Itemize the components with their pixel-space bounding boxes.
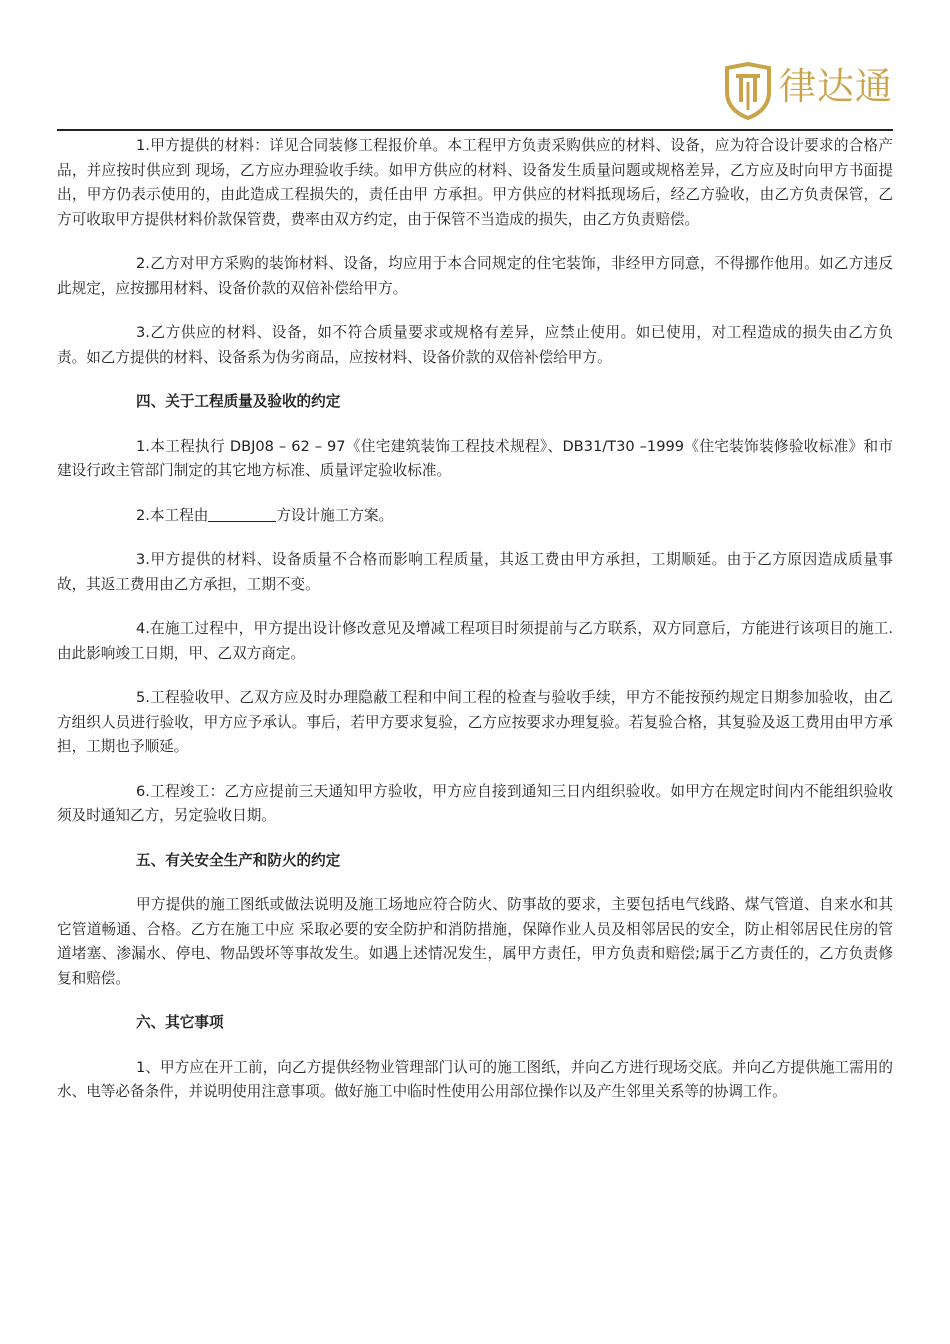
section-heading: 六、其它事项 (136, 1014, 224, 1031)
section-heading: 四、关于工程质量及验收的约定 (136, 393, 341, 410)
paragraph: 3.甲方提供的材料、设备质量不合格而影响工程质量，其返工费由甲方承担，工期顺延。由于乙方原因造成质量事故，其返工费用由乙方承担，工期不变。 (57, 551, 893, 593)
logo-text: 律达通 (779, 65, 893, 108)
paragraph: 甲方提供的施工图纸或做法说明及施工场地应符合防火、防事故的要求，主要包括电气线路、煤气管道、自来水和其它管道畅通、合格。乙方在施工中应 采取必要的安全防护和消防措施，保障作业人员及相邻居民的安全，防止相邻居民住房的管道堵塞、渗漏水、停电、物品毁坏等事故发生。如遇上述情况发生，属甲方责任，甲方负责和赔偿;属于乙方责任的，乙方负责修复和赔偿。 (57, 896, 893, 987)
fill-in-blank[interactable] (208, 507, 276, 522)
shield-logo-icon (723, 62, 773, 120)
header-divider (57, 129, 893, 131)
paragraph: 1.甲方提供的材料：详见合同装修工程报价单。本工程甲方负责采购供应的材料、设备，应为符合设计要求的合格产品，并应按时供应到 现场，乙方应办理验收手续。如甲方供应的材料、设备发生质量问题或规格差异，乙方应及时向甲方书面提出，甲方仍表示使用的，由此造成工程损失的，责任由甲 方承担。甲方供应的材料抵现场后，经乙方验收，由乙方负责保管，乙方可收取甲方提供材料价款保管费，费率由双方约定，由于保管不当造成的损失，由乙方负责赔偿。 (57, 137, 893, 228)
paragraph: 4.在施工过程中，甲方提出设计修改意见及增减工程项目时须提前与乙方联系，双方同意后，方能进行该项目的施工.由此影响竣工日期，甲、乙双方商定。 (57, 620, 893, 662)
paragraph: 2.乙方对甲方采购的装饰材料、设备，均应用于本合同规定的住宅装饰，非经甲方同意，不得挪作他用。如乙方违反此规定，应按挪用材料、设备价款的双倍补偿给甲方。 (57, 255, 893, 297)
page-header (57, 0, 893, 131)
paragraph-text: 2.本工程由 (136, 506, 209, 524)
paragraph-with-blank (57, 504, 893, 529)
section-heading: 五、有关安全生产和防火的约定 (136, 851, 341, 869)
paragraph: 5.工程验收甲、乙双方应及时办理隐蔽工程和中间工程的检查与验收手续，甲方不能按预约规定日期参加验收，由乙方组织人员进行验收，甲方应予承认。事后，若甲方要求复验，乙方应按要求办理复验。若复验合格，其复验及返工费用由甲方承担，工期也予顺延。 (57, 689, 893, 755)
logo (723, 62, 893, 132)
paragraph: 1.本工程执行 DBJ08 – 62 – 97《住宅建筑装饰工程技术规程》、DB31/T30 –1999《住宅装饰装修验收标准》和市建设行政主管部门制定的其它地方标准、质量评定验收标准。 (57, 437, 893, 479)
paragraph: 1、甲方应在开工前，向乙方提供经物业管理部门认可的施工图纸，并向乙方进行现场交底。并向乙方提供施工需用的水、电等必备条件，并说明使用注意事项。做好施工中临时性使用公用部位操作以及产生邻里关系等的协调工作。 (57, 1058, 893, 1100)
paragraph: 6.工程竣工：乙方应提前三天通知甲方验收，甲方应自接到通知三日内组织验收。如甲方在规定时间内不能组织验收须及时通知乙方，另定验收日期。 (57, 782, 893, 824)
paragraph: 3.乙方供应的材料、设备，如不符合质量要求或规格有差异，应禁止使用。如已使用，对工程造成的损失由乙方负责。如乙方提供的材料、设备系为伪劣商品，应按材料、设备价款的双倍补偿给甲方。 (57, 324, 893, 366)
document-body (57, 134, 893, 1125)
paragraph-text: 方设计施工方案。 (276, 506, 394, 524)
